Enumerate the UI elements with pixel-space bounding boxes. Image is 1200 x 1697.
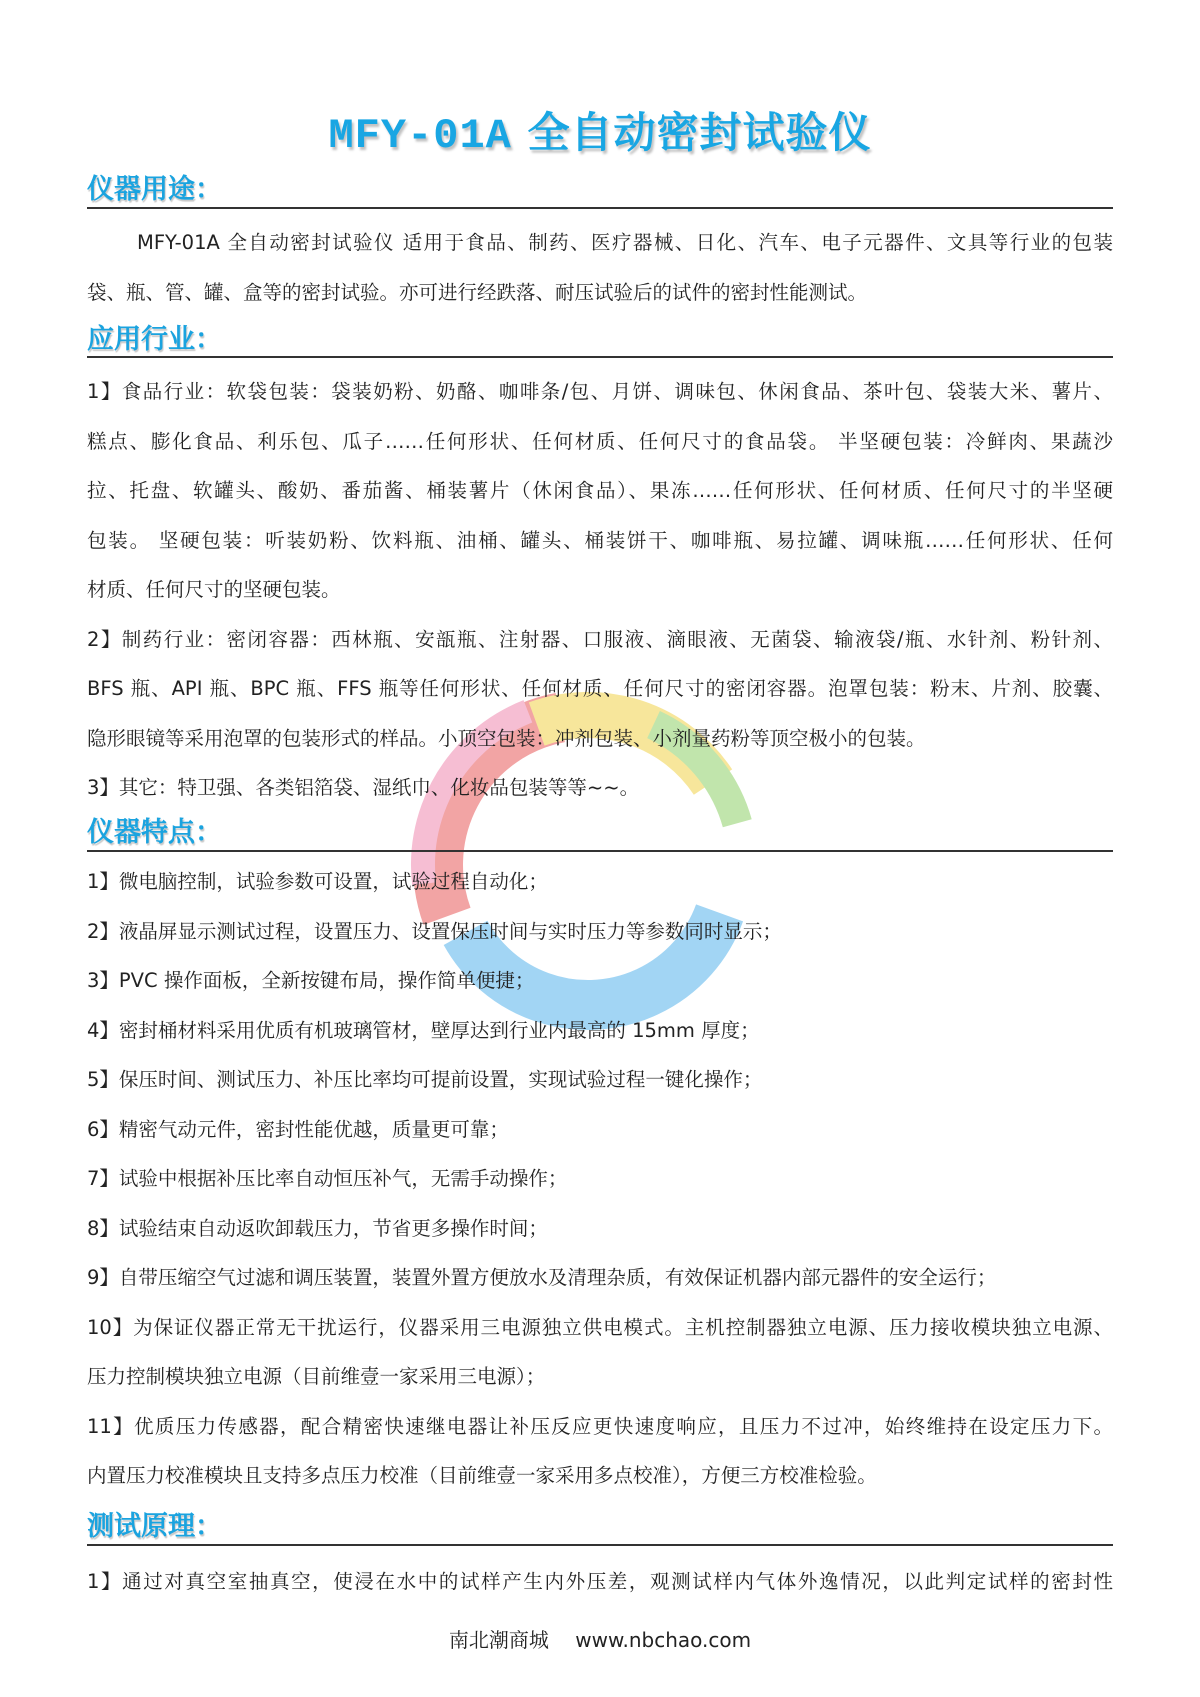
- text-line: 4】密封桶材料采用优质有机玻璃管材，壁厚达到行业内最高的 15mm 厚度；: [87, 1018, 760, 1042]
- text-line: 隐形眼镜等采用泡罩的包装形式的样品。小顶空包装：冲剂包装、小剂量药粉等顶空极小的包装。: [87, 726, 926, 750]
- section-heading-principle: 测试原理：: [87, 1511, 222, 1542]
- text-line: 2】液晶屏显示测试过程，设置压力、设置保压时间与实时压力等参数同时显示；: [87, 919, 782, 943]
- title-model-code: MFY-01A: [328, 112, 512, 160]
- title-product-name: 全自动密封试验仪: [527, 108, 872, 157]
- text-line: 拉、托盘、软罐头、酸奶、番茄酱、桶装薯片（休闲食品）、果冻……任何形状、任何材质、任何尺寸的半坚硬: [87, 479, 1113, 502]
- page-footer: [0, 1624, 1200, 1653]
- section-divider: [87, 1544, 1113, 1546]
- text-line: 7】试验中根据补压比率自动恒压补气，无需手动操作；: [87, 1167, 568, 1190]
- text-line: MFY-01A 全自动密封试验仪 适用于食品、制药、医疗器械、日化、汽车、电子元器件、文具等行业的包装: [137, 231, 1113, 254]
- text-line: 2】制药行业：密闭容器：西林瓶、安瓿瓶、注射器、口服液、滴眼液、无菌袋、输液袋/瓶、水针剂、粉针剂、: [87, 627, 1113, 651]
- section-divider: [87, 356, 1113, 358]
- text-line: 1】微电脑控制，试验参数可设置，试验过程自动化；: [87, 870, 548, 893]
- text-line: BFS 瓶、API 瓶、BPC 瓶、FFS 瓶等任何形状、任何材质、任何尺寸的密闭容器。泡罩包装：粉末、片剂、胶囊、: [87, 677, 1113, 700]
- text-line: 6】精密气动元件，密封性能优越，质量更可靠；: [87, 1117, 509, 1141]
- text-line: 3】其它：特卫强、各类铝箔袋、湿纸巾、化妆品包装等等~~。: [87, 776, 640, 799]
- section-heading-purpose: 仪器用途：: [87, 174, 222, 205]
- text-line: 材质、任何尺寸的坚硬包装。: [87, 578, 341, 601]
- text-line: 1】通过对真空室抽真空，使浸在水中的试样产生内外压差，观测试样内气体外逸情况，以此判定试样的密封性: [87, 1570, 1113, 1593]
- footer-url-link[interactable]: www.nbchao.com: [575, 1628, 752, 1652]
- footer-brand: 南北潮商城: [448, 1628, 549, 1652]
- text-line: 3】PVC 操作面板，全新按键布局，操作简单便捷；: [87, 969, 535, 992]
- text-line: 压力控制模块独立电源（目前维壹一家采用三电源）；: [87, 1365, 546, 1388]
- text-line: 11】优质压力传感器，配合精密快速继电器让补压反应更快速度响应，且压力不过冲，始终维持在设定压力下。: [87, 1414, 1113, 1438]
- text-line: 糕点、膨化食品、利乐包、瓜子……任何形状、任何材质、任何尺寸的食品袋。 半坚硬包装：冷鲜肉、果蔬沙: [87, 429, 1113, 453]
- section-divider: [87, 850, 1113, 852]
- text-line: 5】保压时间、测试压力、补压比率均可提前设置，实现试验过程一键化操作；: [87, 1068, 763, 1091]
- page-title: [0, 100, 1200, 160]
- text-line: 8】试验结束自动返吹卸载压力，节省更多操作时间；: [87, 1216, 548, 1240]
- text-line: 内置压力校准模块且支持多点压力校准（目前维壹一家采用多点校准），方便三方校准检验。: [87, 1464, 877, 1487]
- section-heading-industries: 应用行业：: [87, 324, 222, 355]
- section-divider: [87, 207, 1113, 209]
- section-heading-features: 仪器特点：: [87, 817, 222, 848]
- industries-list: [87, 367, 1113, 813]
- purpose-text: [87, 218, 1113, 317]
- text-line: 1】食品行业：软袋包装：袋装奶粉、奶酪、咖啡条/包、月饼、调味包、休闲食品、茶叶包、袋装大米、薯片、: [87, 380, 1113, 403]
- text-line: 袋、瓶、管、罐、盒等的密封试验。亦可进行经跌落、耐压试验后的试件的密封性能测试。: [87, 280, 868, 304]
- text-line: 10】为保证仪器正常无干扰运行，仪器采用三电源独立供电模式。主机控制器独立电源、压力接收模块独立电源、: [87, 1315, 1113, 1339]
- principle-text: [87, 1557, 1113, 1607]
- features-list: [87, 857, 1113, 1501]
- text-line: 9】自带压缩空气过滤和调压装置，装置外置方便放水及清理杂质，有效保证机器内部元器件的安全运行；: [87, 1266, 997, 1289]
- text-line: 包装。 坚硬包装：听装奶粉、饮料瓶、油桶、罐头、桶装饼干、咖啡瓶、易拉罐、调味瓶……任何形状、任何: [87, 528, 1113, 552]
